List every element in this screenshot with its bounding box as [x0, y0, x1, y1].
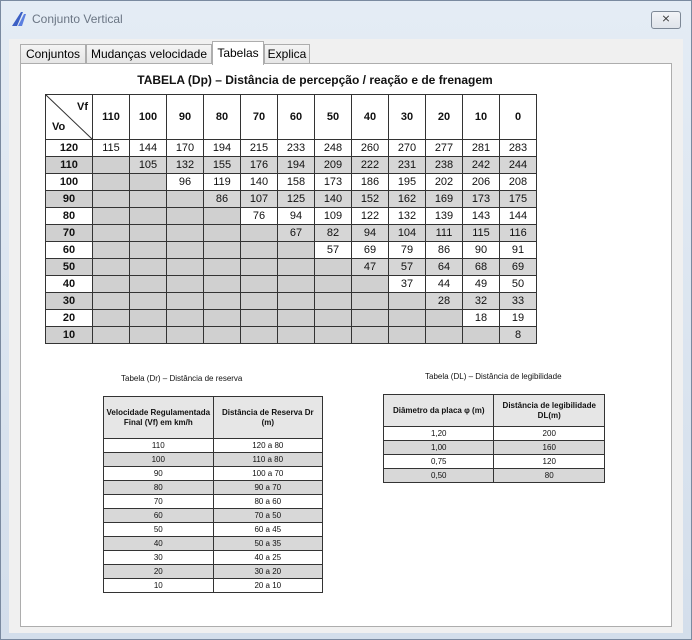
dp-cell: 122	[352, 208, 389, 225]
dp-cell: 82	[315, 225, 352, 242]
dp-cell: 140	[241, 174, 278, 191]
dp-table	[45, 94, 537, 344]
dp-corner-cell	[46, 95, 93, 140]
dp-cell: 94	[352, 225, 389, 242]
dp-cell	[426, 327, 463, 344]
dp-cell: 170	[167, 140, 204, 157]
dp-header-row	[46, 95, 537, 140]
dp-cell: 69	[352, 242, 389, 259]
dp-cell: 18	[463, 310, 500, 327]
dl-table	[383, 394, 605, 483]
dp-cell	[389, 327, 426, 344]
dp-row-header: 50	[46, 259, 93, 276]
dp-cell: 57	[389, 259, 426, 276]
dp-cell	[130, 208, 167, 225]
dr-cell: 20 a 10	[213, 579, 322, 593]
dp-cell	[167, 225, 204, 242]
dl-header-distance: Distância de legibilidade DL(m)	[494, 395, 605, 427]
dp-cell: 173	[315, 174, 352, 191]
dp-cell	[93, 174, 130, 191]
tables-document	[35, 72, 655, 620]
dr-cell: 110	[104, 439, 214, 453]
dp-cell: 283	[500, 140, 537, 157]
dp-cell: 68	[463, 259, 500, 276]
dp-cell	[167, 327, 204, 344]
dp-cell: 233	[278, 140, 315, 157]
window-title: Conjunto Vertical	[32, 12, 123, 26]
dp-cell	[130, 293, 167, 310]
title-bar	[1, 1, 691, 37]
dp-cell: 270	[389, 140, 426, 157]
dp-table-row	[46, 174, 537, 191]
dr-table-row	[104, 523, 323, 537]
dr-cell: 90 a 70	[213, 481, 322, 495]
dp-cell	[167, 310, 204, 327]
dp-col-header: 80	[204, 95, 241, 140]
dp-cell	[278, 293, 315, 310]
dr-cell: 120 a 80	[213, 439, 322, 453]
dr-cell: 80 a 60	[213, 495, 322, 509]
dl-table-row	[384, 441, 605, 455]
dp-cell	[204, 225, 241, 242]
dp-cell	[93, 259, 130, 276]
dp-cell	[352, 310, 389, 327]
dp-cell	[204, 242, 241, 259]
dp-cell	[389, 293, 426, 310]
dp-table-row	[46, 276, 537, 293]
dp-col-header: 0	[500, 95, 537, 140]
dp-cell	[204, 327, 241, 344]
dp-cell: 47	[352, 259, 389, 276]
dr-cell: 50 a 35	[213, 537, 322, 551]
tab-conjuntos[interactable]: Conjuntos	[20, 44, 86, 64]
dp-cell: 144	[130, 140, 167, 157]
dr-cell: 70 a 50	[213, 509, 322, 523]
dp-cell	[93, 276, 130, 293]
dp-col-header: 50	[315, 95, 352, 140]
dp-cell: 158	[278, 174, 315, 191]
dr-table-row	[104, 509, 323, 523]
dr-cell: 90	[104, 467, 214, 481]
dp-row-header: 30	[46, 293, 93, 310]
dp-cell	[315, 310, 352, 327]
dl-cell: 1,20	[384, 427, 494, 441]
dp-row-header: 10	[46, 327, 93, 344]
dl-table-row	[384, 427, 605, 441]
dr-table-row	[104, 565, 323, 579]
dr-table-row	[104, 551, 323, 565]
dl-table-title: Tabela (DL) – Distância de legibilidade	[425, 372, 562, 381]
dp-table-row	[46, 191, 537, 208]
dp-cell	[204, 259, 241, 276]
dp-col-header: 70	[241, 95, 278, 140]
dp-cell: 195	[389, 174, 426, 191]
dp-cell: 49	[463, 276, 500, 293]
dp-cell: 173	[463, 191, 500, 208]
dp-row-header: 70	[46, 225, 93, 242]
dp-cell	[463, 327, 500, 344]
dp-cell: 64	[426, 259, 463, 276]
dp-cell: 37	[389, 276, 426, 293]
dp-cell: 69	[500, 259, 537, 276]
dp-cell: 244	[500, 157, 537, 174]
dp-cell	[93, 293, 130, 310]
dp-cell	[130, 174, 167, 191]
dp-cell: 202	[426, 174, 463, 191]
dp-cell: 132	[167, 157, 204, 174]
dp-cell: 206	[463, 174, 500, 191]
dr-table-row	[104, 453, 323, 467]
dp-cell	[278, 276, 315, 293]
dp-cell: 115	[93, 140, 130, 157]
dp-cell	[241, 293, 278, 310]
dl-cell: 160	[494, 441, 605, 455]
dp-cell	[278, 327, 315, 344]
dr-cell: 50	[104, 523, 214, 537]
dp-cell	[93, 225, 130, 242]
dp-cell: 222	[352, 157, 389, 174]
dp-table-row	[46, 327, 537, 344]
dp-col-header: 110	[93, 95, 130, 140]
dp-table-title: TABELA (Dp) – Distância de percepção / reação e de frenagem	[137, 73, 493, 87]
dp-row-header: 80	[46, 208, 93, 225]
dp-cell: 67	[278, 225, 315, 242]
dp-table-row	[46, 259, 537, 276]
dp-cell: 143	[463, 208, 500, 225]
dp-cell: 208	[500, 174, 537, 191]
dl-cell: 120	[494, 455, 605, 469]
dr-table-row	[104, 495, 323, 509]
dp-col-header: 90	[167, 95, 204, 140]
dp-cell	[352, 293, 389, 310]
dp-cell: 162	[389, 191, 426, 208]
dr-cell: 40 a 25	[213, 551, 322, 565]
dp-table-row	[46, 157, 537, 174]
dr-table-row	[104, 579, 323, 593]
dr-cell: 70	[104, 495, 214, 509]
dl-cell: 0,50	[384, 469, 494, 483]
dp-cell	[241, 327, 278, 344]
dp-cell	[241, 276, 278, 293]
dl-cell: 200	[494, 427, 605, 441]
dp-cell: 94	[278, 208, 315, 225]
dp-cell: 215	[241, 140, 278, 157]
dr-cell: 30 a 20	[213, 565, 322, 579]
dp-cell: 277	[426, 140, 463, 157]
dp-cell: 111	[426, 225, 463, 242]
dp-cell	[315, 327, 352, 344]
dp-cell: 90	[463, 242, 500, 259]
dp-cell	[93, 327, 130, 344]
dp-cell: 91	[500, 242, 537, 259]
dp-cell	[278, 310, 315, 327]
dp-cell: 248	[315, 140, 352, 157]
dp-row-header: 20	[46, 310, 93, 327]
dp-cell	[167, 191, 204, 208]
dp-cell: 109	[315, 208, 352, 225]
dp-cell	[167, 276, 204, 293]
dp-cell	[130, 276, 167, 293]
dp-cell	[352, 327, 389, 344]
dp-col-header: 30	[389, 95, 426, 140]
dp-row-header: 120	[46, 140, 93, 157]
dp-cell: 19	[500, 310, 537, 327]
dp-table-row	[46, 140, 537, 157]
dp-cell	[93, 242, 130, 259]
tab-mudancas-velocidade[interactable]: Mudanças velocidade	[86, 44, 212, 64]
dp-cell: 32	[463, 293, 500, 310]
dp-cell	[315, 259, 352, 276]
dp-cell	[352, 276, 389, 293]
dp-cell: 260	[352, 140, 389, 157]
dp-col-header: 20	[426, 95, 463, 140]
dl-cell: 0,75	[384, 455, 494, 469]
dr-table	[103, 396, 323, 593]
dp-cell	[93, 191, 130, 208]
tab-tabelas[interactable]: Tabelas	[212, 41, 264, 65]
close-button[interactable]: ⨯	[651, 11, 681, 29]
dp-cell: 152	[352, 191, 389, 208]
dp-col-header: 40	[352, 95, 389, 140]
dp-table-row	[46, 225, 537, 242]
dr-cell: 30	[104, 551, 214, 565]
dp-cell	[130, 310, 167, 327]
dp-cell: 242	[463, 157, 500, 174]
dp-cell	[241, 259, 278, 276]
dp-cell	[130, 327, 167, 344]
dp-cell	[204, 276, 241, 293]
dr-header-dist: Distância de Reserva Dr (m)	[213, 397, 322, 439]
dp-cell	[204, 310, 241, 327]
dp-cell	[204, 208, 241, 225]
dp-cell: 281	[463, 140, 500, 157]
dr-header-row	[104, 397, 323, 439]
dp-row-header: 60	[46, 242, 93, 259]
dp-cell	[93, 208, 130, 225]
tabelas-panel	[20, 63, 672, 627]
dr-cell: 60	[104, 509, 214, 523]
dl-cell: 1,00	[384, 441, 494, 455]
dr-table-row	[104, 481, 323, 495]
dp-cell	[204, 293, 241, 310]
dp-cell	[130, 225, 167, 242]
dp-cell: 144	[500, 208, 537, 225]
dp-cell: 79	[389, 242, 426, 259]
dp-cell: 119	[204, 174, 241, 191]
dp-cell: 104	[389, 225, 426, 242]
dp-cell	[241, 310, 278, 327]
dp-cell: 169	[426, 191, 463, 208]
dp-cell: 186	[352, 174, 389, 191]
dp-row-header: 110	[46, 157, 93, 174]
dp-cell	[426, 310, 463, 327]
dp-cell	[315, 276, 352, 293]
dp-cell	[130, 242, 167, 259]
dp-cell	[241, 242, 278, 259]
dr-cell: 20	[104, 565, 214, 579]
dp-cell: 86	[426, 242, 463, 259]
dr-cell: 10	[104, 579, 214, 593]
dr-cell: 110 a 80	[213, 453, 322, 467]
dr-cell: 80	[104, 481, 214, 495]
dp-cell	[130, 191, 167, 208]
dp-cell: 125	[278, 191, 315, 208]
corner-vo-label: Vo	[52, 121, 66, 133]
dr-table-title: Tabela (Dr) – Distância de reserva	[121, 374, 243, 383]
dp-table-row	[46, 242, 537, 259]
dp-cell	[167, 242, 204, 259]
dp-cell	[278, 259, 315, 276]
dp-cell	[130, 259, 167, 276]
dp-cell: 209	[315, 157, 352, 174]
dp-cell: 33	[500, 293, 537, 310]
dr-table-row	[104, 439, 323, 453]
dp-cell	[93, 310, 130, 327]
dp-cell	[315, 293, 352, 310]
dp-row-header: 100	[46, 174, 93, 191]
dp-cell	[241, 225, 278, 242]
dp-cell: 194	[204, 140, 241, 157]
dr-cell: 40	[104, 537, 214, 551]
dp-cell: 238	[426, 157, 463, 174]
dp-col-header: 100	[130, 95, 167, 140]
dp-cell: 115	[463, 225, 500, 242]
dp-cell: 176	[241, 157, 278, 174]
dp-row-header: 90	[46, 191, 93, 208]
dp-cell: 105	[130, 157, 167, 174]
dp-cell: 86	[204, 191, 241, 208]
dp-cell	[278, 242, 315, 259]
dp-table-row	[46, 293, 537, 310]
dp-cell	[389, 310, 426, 327]
dr-cell: 60 a 45	[213, 523, 322, 537]
app-logo-icon	[11, 11, 27, 27]
dl-header-row	[384, 395, 605, 427]
tab-explica[interactable]: Explica	[264, 44, 310, 64]
client-area	[9, 39, 683, 633]
dp-cell: 116	[500, 225, 537, 242]
dp-cell: 44	[426, 276, 463, 293]
dr-table-row	[104, 467, 323, 481]
dp-row-header: 40	[46, 276, 93, 293]
dp-table-row	[46, 310, 537, 327]
dp-cell: 139	[426, 208, 463, 225]
dp-cell: 107	[241, 191, 278, 208]
dp-cell	[167, 208, 204, 225]
dr-cell: 100 a 70	[213, 467, 322, 481]
dp-cell: 76	[241, 208, 278, 225]
dl-table-row	[384, 469, 605, 483]
dp-cell: 155	[204, 157, 241, 174]
dp-cell	[167, 293, 204, 310]
dp-col-header: 10	[463, 95, 500, 140]
dp-cell: 194	[278, 157, 315, 174]
dr-table-row	[104, 537, 323, 551]
dp-cell: 50	[500, 276, 537, 293]
dl-header-diameter: Diâmetro da placa φ (m)	[384, 395, 494, 427]
dr-header-vf: Velocidade Regulamentada Final (Vf) em km/h	[104, 397, 214, 439]
dp-table-row	[46, 208, 537, 225]
dl-table-row	[384, 455, 605, 469]
dp-cell: 132	[389, 208, 426, 225]
dp-col-header: 60	[278, 95, 315, 140]
dp-cell: 140	[315, 191, 352, 208]
dp-cell: 57	[315, 242, 352, 259]
dp-cell: 28	[426, 293, 463, 310]
dp-cell: 8	[500, 327, 537, 344]
dl-cell: 80	[494, 469, 605, 483]
corner-vf-label: Vf	[77, 101, 88, 113]
dr-cell: 100	[104, 453, 214, 467]
dp-cell: 96	[167, 174, 204, 191]
dp-cell	[167, 259, 204, 276]
dp-cell: 175	[500, 191, 537, 208]
dp-cell	[93, 157, 130, 174]
dp-cell: 231	[389, 157, 426, 174]
